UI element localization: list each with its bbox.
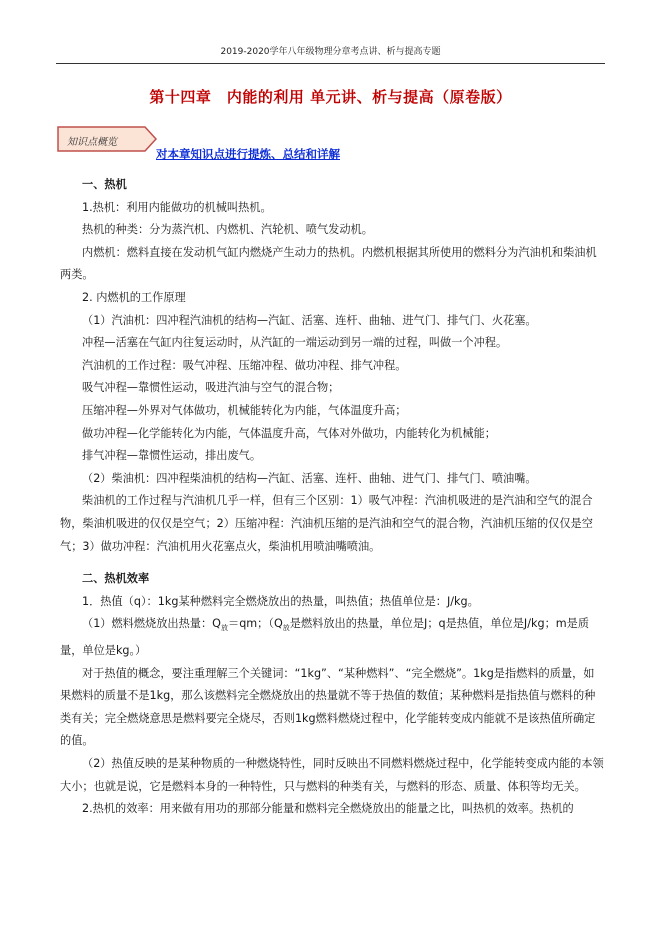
section-subtitle: 对本章知识点进行提炼、总结和详解	[156, 147, 340, 161]
document-body	[60, 174, 605, 821]
page-header	[56, 45, 605, 64]
paragraph: 冲程—活塞在气缸内往复运动时，从汽缸的一端运动到另一端的过程，叫做一个冲程。	[82, 336, 508, 350]
paragraph: 对于热值的概念，要注重理解三个关键词：“1kg”、“某种燃料”、“完全燃烧”。1kg是指燃料的质量，如果燃料的质量不是1kg，那么该燃料完全燃烧放出的热量就不等于热值的数值；某种燃料是指热值与燃料的种类有关；完全燃烧意思是燃料要完全烧尽，否则1kg燃料燃烧过程中，化学能转变成内能就不是该热值所确定的值。	[60, 666, 596, 748]
section-heading-heat-engine: 一、热机	[82, 178, 127, 191]
paragraph-formula	[60, 613, 605, 662]
paragraph: （1）汽油机：四冲程汽油机的结构—汽缸、活塞、连杆、曲轴、进气门、排气门、火花塞。	[82, 313, 537, 327]
paragraph: 汽油机的工作过程：吸气冲程、压缩冲程、做功冲程、排气冲程。	[82, 358, 407, 372]
paragraph: 热机的种类：分为蒸汽机、内燃机、汽轮机、喷气发动机。	[82, 223, 373, 237]
paragraph: （2）热值反映的是某种物质的一种燃烧特性，同时反映出不同燃料燃烧过程中，化学能转变成内能的本领大小；也就是说，它是燃料本身的一种特性，只与燃料的种类有关，与燃料的形态、质量、体积等均无关。	[60, 757, 604, 793]
paragraph: 做功冲程—化学能转化为内能，气体温度升高，气体对外做功，内能转化为机械能；	[82, 426, 496, 440]
formula-text: （1）燃料燃烧放出热量：Q	[82, 617, 221, 631]
paragraph: 1.热机：利用内能做功的机械叫热机。	[82, 200, 272, 214]
knowledge-banner-label: 知识点概览	[67, 137, 117, 148]
paragraph: 柴油机的工作过程与汽油机几乎一样，但有三个区别：1）吸气冲程：汽油机吸进的是汽油和空气的混合物，柴油机吸进的仅仅是空气；2）压缩冲程：汽油机压缩的是汽油和空气的混合物，汽油机压缩的仅仅是空气；3）做功冲程：汽油机用火花塞点火，柴油机用喷油嘴喷油。	[60, 494, 593, 553]
paragraph: （2）柴油机：四冲程柴油机的结构—汽缸、活塞、连杆、曲轴、进气门、排气门、喷油嘴。	[82, 471, 537, 485]
paragraph: 吸气冲程—靠惯性运动，吸进汽油与空气的混合物；	[82, 381, 340, 395]
paragraph: 2. 内燃机的工作原理	[82, 290, 186, 304]
formula-text: 是燃料放出的热量，单位是J；q是热值，单位是J/kg；m是质量，单位是kg。）	[60, 617, 590, 658]
paragraph: 内燃机：燃料直接在发动机气缸内燃烧产生动力的热机。内燃机根据其所使用的燃料分为汽油机和柴油机两类。	[60, 245, 597, 282]
paragraph: 压缩冲程—外界对气体做功，机械能转化为内能，气体温度升高；	[82, 403, 407, 417]
formula-subscript: 放	[282, 624, 290, 633]
page-title: 第十四章 内能的利用 单元讲、析与提高（原卷版）	[149, 88, 512, 106]
paragraph: 1．热值（q）：1kg某种燃料完全燃烧放出的热量，叫热值；热值单位是：J/kg。	[82, 594, 479, 608]
section-heading-efficiency: 二、热机效率	[82, 572, 150, 586]
formula-text: ＝qm；（Q	[228, 617, 283, 631]
paragraph: 2.热机的效率：用来做有用功的那部分能量和燃料完全燃烧放出的能量之比，叫热机的效率。热机的	[82, 802, 574, 816]
formula-subscript: 放	[221, 624, 228, 633]
header-text: 2019-2020学年八年级物理分章考点讲、析与提高专题	[220, 47, 441, 57]
paragraph: 排气冲程—靠惯性运动，排出废气。	[82, 449, 262, 463]
